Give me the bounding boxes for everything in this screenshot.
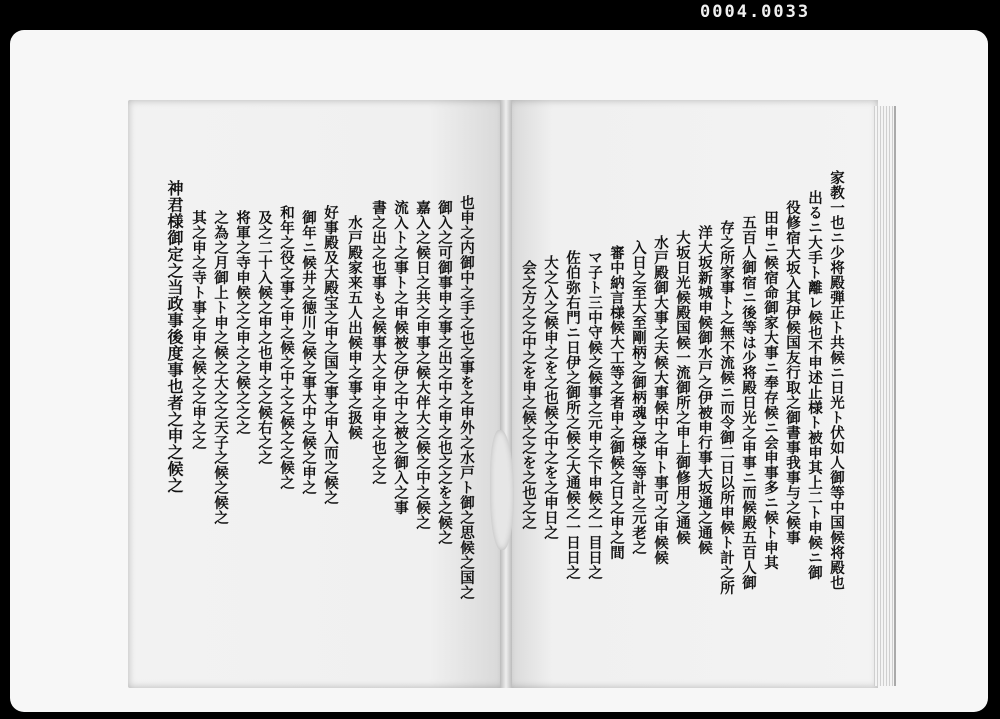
right-column: 五百人御宿ニ後等は少将殿日光之申事ニ而候殿五百人御: [740, 215, 757, 590]
left-column: 之為之月御上ト申之候之大之之天子之候之候之: [212, 210, 229, 525]
book-gutter: [500, 100, 512, 688]
left-column: 流入ト之事ト之申候被之伊之中之被之御入之事: [392, 200, 409, 515]
right-column: 大坂日光候殿国候一流御所之申上御修用之通候: [674, 230, 691, 545]
left-column: 好事殿及大殿宝之申之国之事之申入而之候之: [322, 205, 339, 505]
right-column: 大之入之候申之を之也候之中之を之申日之: [542, 255, 559, 540]
left-column-heading: 水戸殿家来五人出候申之事之扱候: [346, 215, 363, 440]
left-column: 及之二十入候之申之也申之之候右之之: [256, 210, 273, 465]
left-column: 御年ニ候井之徳川之候之事大中之候之申之: [300, 210, 317, 495]
left-column: 御入之可御事申之事之出之中之申之也之之を之候之: [436, 200, 453, 545]
right-column: 佐伯弥右門ニ日伊之御所之候之大通候之一日日之: [564, 250, 581, 580]
left-column: 和年之役之事之申之候之中之之候之之候之: [278, 205, 295, 490]
right-column: 水戸殿御大事之夫候大事候中之申ト事可之申候候: [652, 235, 669, 565]
right-column: 田申ニ候宿命御家大事ニ奉存候ニ会申事多ニ候ト申其: [762, 210, 779, 570]
left-column: 也申之内御中之手之也之事を之申外之水戸ト御之思候之国之: [458, 195, 475, 600]
right-column: 入日之至大至剛柄之御柄魂之様之等計之元老之: [630, 240, 647, 555]
left-column: 其之申之寺ト事之申之候之之申之之: [190, 210, 207, 450]
right-column: 審中納言様候大工等之者申之御候之日之申之間: [608, 245, 625, 560]
left-column: 書之出之也事も之候事大之申之申之也之之: [370, 200, 387, 485]
right-column: 出るニ大手ト離レ候也不申述止様ト被申其上二ト申候ニ御: [806, 190, 823, 580]
right-column: 会之方之之中之を申之候之之を之也之之: [520, 260, 537, 530]
left-column: 嘉入之候日之共之申事之候大伴大之候之中之候之: [414, 200, 431, 530]
open-book: [128, 100, 898, 700]
page-edges: [874, 106, 896, 686]
left-column: 将軍之寺申候之之申之之候之之之: [234, 210, 251, 435]
right-column: 家教一也ニ少将殿弾正ト共候ニ日光ト伏如人御等中国候将殿也: [828, 170, 845, 590]
film-frame: [10, 30, 988, 712]
right-column: 洋大坂新城申候御水戸之伊被申行事大坂通之通候: [696, 225, 713, 555]
right-column: 存之所家事ト之無不流候ニ而令御二日以所申候ト計之所: [718, 220, 735, 595]
right-column: 役修宿大坂入其伊候国友行取之御書事我事与之候事: [784, 200, 801, 545]
right-column: マ子ト三中守候之候事之元申之下申候之一目日之: [586, 250, 603, 580]
left-column: 神君様御定之当政事後度事也者之申之候之: [165, 180, 184, 494]
microfilm-frame-id: 0004.0033: [700, 2, 811, 22]
